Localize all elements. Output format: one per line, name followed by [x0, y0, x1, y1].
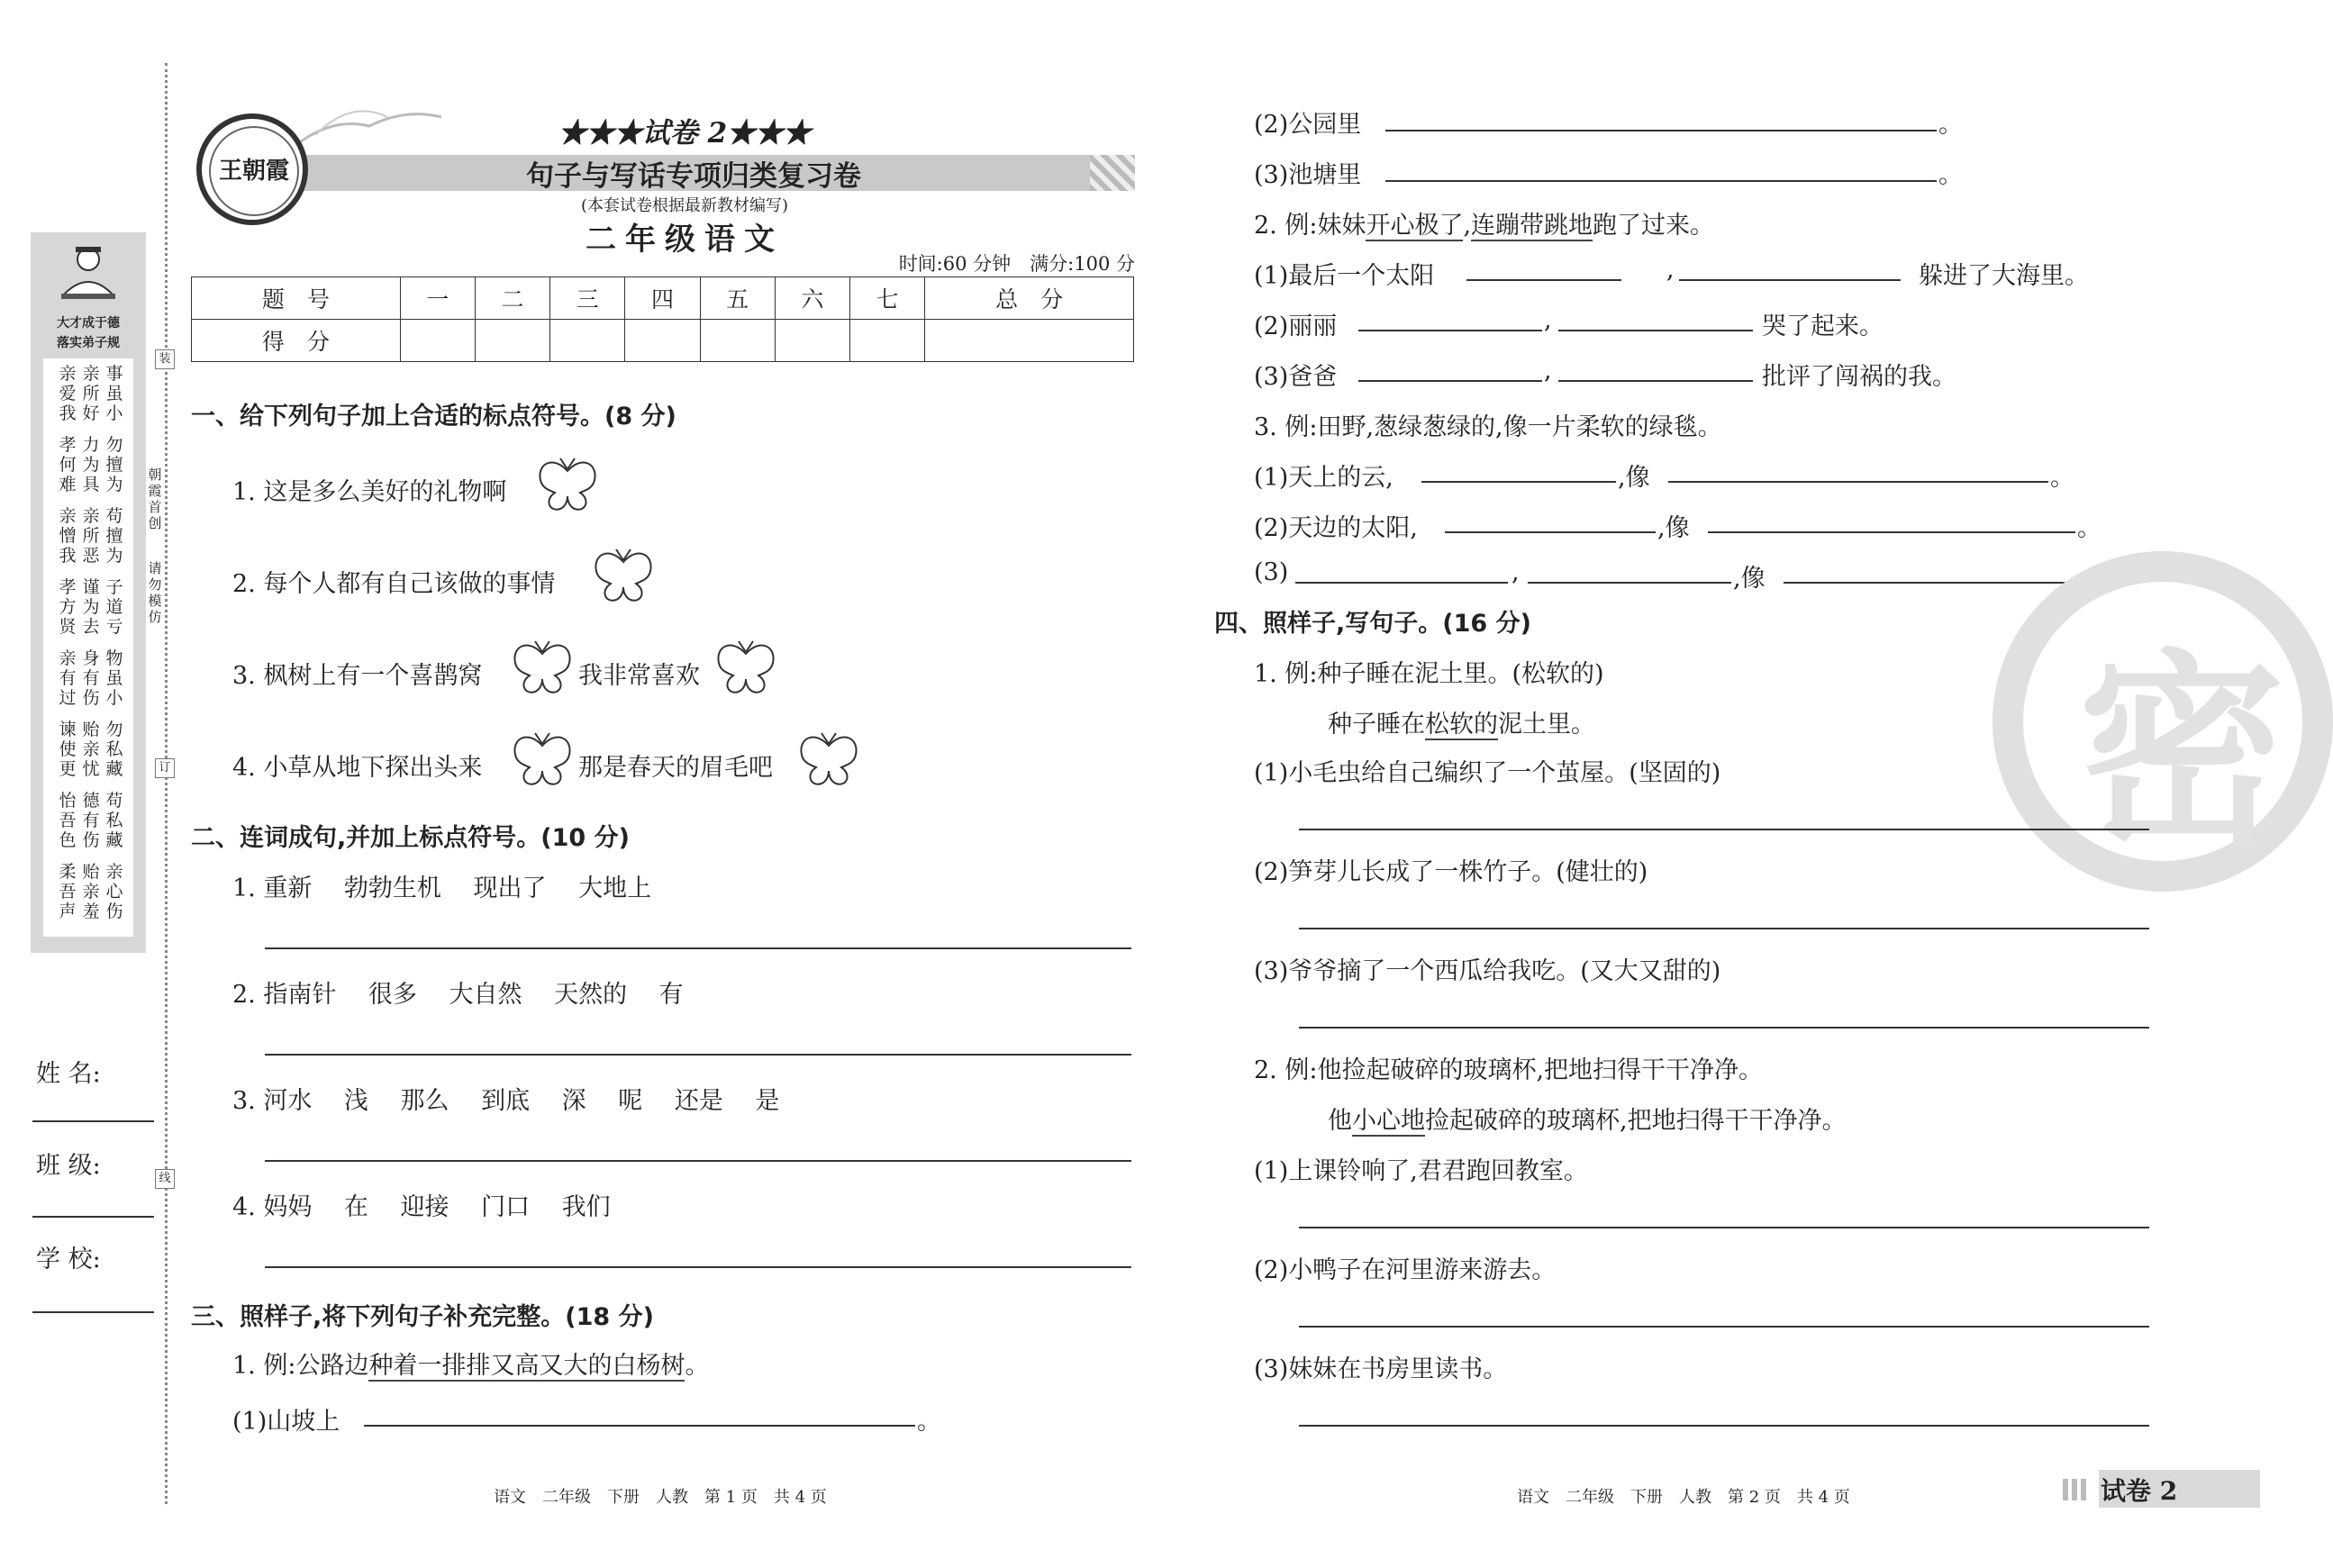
s2-question-3: 3. 河水 浅 那么 到底 深 呢 还是 是 [232, 1087, 780, 1115]
poem-column: 贻亲羞 [82, 862, 100, 921]
name-field[interactable] [32, 1120, 154, 1122]
answer-line[interactable] [1679, 279, 1901, 281]
butterfly-answer-box[interactable] [713, 638, 778, 697]
time-info: 时间:60 分钟 满分:100 分 [898, 253, 1135, 275]
answer-line[interactable] [1358, 330, 1542, 331]
s3-1-item-1: (1)山坡上 [232, 1408, 340, 1436]
binding-mark: 线 [155, 1169, 175, 1189]
answer-line[interactable] [1358, 380, 1542, 382]
table-cell: 五 [700, 277, 775, 320]
paper-number: ★★★试卷 2★★★ [558, 117, 812, 150]
poem-column: 亲所好 [82, 364, 100, 423]
answer-line[interactable] [1421, 481, 1616, 483]
table-cell: 七 [849, 277, 924, 320]
seal-character: 密 [2077, 630, 2285, 874]
period: 。 [2108, 565, 2132, 593]
answer-line[interactable] [1558, 330, 1753, 331]
s3-example-3: 3. 例:田野,葱绿葱绿的,像一片柔软的绿毯。 [1254, 413, 1722, 441]
s3-example-2 [1254, 205, 1714, 240]
score-cell[interactable] [475, 320, 549, 362]
poem-column: 贻亲忧 [82, 720, 100, 779]
s3-1-item-3: (3)池塘里 [1254, 161, 1362, 189]
score-table [191, 276, 1134, 362]
example-text: 2. 例:妹妹 [1254, 212, 1366, 240]
binding-dashed-line [165, 63, 168, 1504]
answer-line[interactable] [265, 1160, 1131, 1162]
s3-2-item-3-start: (3)爸爸 [1254, 363, 1338, 391]
s3-2-item-3-end: 批评了闯祸的我。 [1762, 363, 1956, 391]
period: 。 [917, 1408, 941, 1436]
period: 。 [2077, 514, 2102, 542]
s4-example-1-answer [1328, 704, 1595, 739]
poem-column: 柔吾声 [59, 862, 77, 921]
corner-pattern [2063, 1479, 2090, 1500]
answer-line[interactable] [1784, 582, 2106, 584]
logo-text: 王朝霞 [209, 126, 299, 216]
subtitle-note: (本套试卷根据最新教材编写) [580, 196, 789, 215]
s3-example-1 [232, 1346, 709, 1381]
score-cell[interactable] [849, 320, 924, 362]
poem-column: 苟私藏 [105, 791, 123, 850]
s4-example-1: 1. 例:种子睡在泥土里。(松软的) [1254, 660, 1604, 688]
poem-column: 事虽小 [105, 364, 123, 423]
score-cell[interactable] [400, 320, 475, 362]
poem-column: 怡吾色 [59, 791, 77, 850]
poem-column: 德有伤 [82, 791, 100, 850]
butterfly-answer-box[interactable] [535, 455, 600, 514]
s3-3-item-3-start: (3) [1254, 558, 1289, 586]
answer-line[interactable] [1299, 1027, 2149, 1029]
comma: , [1544, 357, 1552, 385]
s2-question-2: 2. 指南针 很多 大自然 天然的 有 [232, 981, 684, 1009]
answer-line[interactable] [265, 947, 1131, 949]
answer-line[interactable] [265, 1054, 1131, 1056]
page-title: 句子与写话专项归类复习卷 [526, 160, 861, 193]
section-1-heading: 一、给下列句子加上合适的标点符号。(8 分) [191, 403, 676, 431]
s3-2-item-1-start: (1)最后一个太阳 [1254, 262, 1435, 290]
poem-column: 力为具 [82, 435, 100, 494]
page-footer-left: 语文 二年级 下册 人教 第 1 页 共 4 页 [494, 1488, 827, 1507]
s1-question-4b: 那是春天的眉毛吧 [578, 754, 773, 782]
page-footer-right: 语文 二年级 下册 人教 第 2 页 共 4 页 [1517, 1488, 1850, 1507]
example-text: 捡起破碎的玻璃杯,把地扫得干干净净。 [1425, 1107, 1847, 1135]
s1-question-3b: 我非常喜欢 [578, 662, 700, 690]
section-4-heading: 四、照样子,写句子。(16 分) [1214, 610, 1531, 638]
poem-column: 子道亏 [105, 577, 123, 637]
poem-column: 苟擅为 [105, 506, 123, 566]
answer-line[interactable] [1445, 531, 1656, 533]
scholar-icon [52, 241, 124, 304]
butterfly-answer-box[interactable] [510, 730, 575, 789]
comma: , [1544, 306, 1552, 334]
s4-example-2-answer [1328, 1101, 1847, 1136]
example-underline: 开心极了 [1366, 212, 1464, 240]
binding-mark: 订 [155, 758, 175, 778]
answer-line[interactable] [1299, 1326, 2149, 1328]
answer-line[interactable] [1558, 380, 1753, 382]
motto-line-2: 落实弟子规 [57, 336, 120, 350]
s3-2-item-1-end: 躲进了大海里。 [1919, 262, 2089, 290]
butterfly-answer-box[interactable] [510, 638, 575, 697]
s1-question-1: 1. 这是多么美好的礼物啊 [232, 478, 507, 506]
table-cell: 二 [475, 277, 549, 320]
class-field[interactable] [32, 1216, 154, 1218]
butterfly-answer-box[interactable] [591, 546, 656, 605]
example-underline: 小心地 [1352, 1107, 1425, 1135]
answer-line[interactable] [1299, 1425, 2149, 1427]
answer-line[interactable] [1295, 582, 1508, 584]
binding-note-1: 朝霞首创 [148, 467, 162, 531]
answer-line[interactable] [1708, 531, 2075, 533]
answer-line[interactable] [1385, 180, 1937, 182]
comma: , [1511, 558, 1520, 586]
s4-1-item-3: (3)爷爷摘了一个西瓜给我吃。(又大又甜的) [1254, 957, 1721, 985]
answer-line[interactable] [1385, 130, 1937, 131]
s3-2-item-2-start: (2)丽丽 [1254, 313, 1338, 340]
table-cell: 四 [625, 277, 700, 320]
answer-line[interactable] [1299, 1227, 2149, 1228]
section-3-heading: 三、照样子,将下列句子补充完整。(18 分) [191, 1303, 654, 1331]
score-cell[interactable] [700, 320, 775, 362]
table-cell: 三 [550, 277, 625, 320]
s3-3-item-2-start: (2)天边的太阳, [1254, 514, 1418, 542]
example-text: 。 [685, 1352, 710, 1380]
score-cell[interactable] [625, 320, 700, 362]
poem-column: 身有伤 [82, 648, 100, 708]
s4-2-item-2: (2)小鸭子在河里游来游去。 [1254, 1256, 1557, 1284]
table-cell: 题 号 [192, 277, 401, 320]
class-label: 班 级: [36, 1152, 101, 1180]
poem-column: 孝何难 [59, 435, 77, 494]
period: 。 [1938, 161, 1963, 189]
score-cell[interactable] [775, 320, 849, 362]
table-row [192, 320, 1134, 362]
answer-line[interactable] [1299, 928, 2149, 929]
table-cell: 总 分 [925, 277, 1134, 320]
s4-1-item-1: (1)小毛虫给自己编织了一个茧屋。(坚固的) [1254, 759, 1721, 787]
poem-column: 亲所恶 [82, 506, 100, 566]
answer-line[interactable] [1668, 481, 2048, 483]
example-text: 他 [1328, 1107, 1352, 1135]
table-cell: 一 [400, 277, 475, 320]
answer-line[interactable] [265, 1266, 1131, 1268]
school-label: 学 校: [36, 1246, 101, 1273]
s3-3-item-1-start: (1)天上的云, [1254, 464, 1393, 492]
poem-column: 孝方贤 [59, 577, 77, 637]
answer-line[interactable] [364, 1425, 915, 1427]
s1-question-3a: 3. 枫树上有一个喜鹊窝 [232, 662, 483, 690]
banner-pattern [1090, 155, 1135, 191]
example-text: 泥土里。 [1498, 711, 1595, 739]
example-underline: 松软的 [1425, 711, 1498, 739]
s3-1-item-2: (2)公园里 [1254, 111, 1362, 139]
s1-question-4a: 4. 小草从地下探出头来 [232, 754, 483, 782]
like-connector: ,像 [1618, 464, 1650, 492]
example-text: 跑了过来。 [1593, 212, 1715, 240]
example-text: 种子睡在 [1328, 711, 1425, 739]
s3-2-item-2-end: 哭了起来。 [1762, 313, 1884, 340]
example-text: 1. 例:公路边 [232, 1352, 369, 1380]
poem-column: 亲憎我 [59, 506, 77, 566]
section-2-heading: 二、连词成句,并加上标点符号。(10 分) [191, 824, 630, 852]
poem-column: 物虽小 [105, 648, 123, 708]
butterfly-answer-box[interactable] [796, 730, 861, 789]
grade-subject: 二年级语文 [586, 222, 784, 258]
poem-column: 亲爱我 [59, 364, 77, 423]
s4-example-2: 2. 例:他捡起破碎的玻璃杯,把地扫得干干净净。 [1254, 1056, 1764, 1084]
binding-note-2: 请勿模仿 [148, 560, 162, 625]
score-cell[interactable] [925, 320, 1134, 362]
poem-column: 谏使更 [59, 720, 77, 779]
s4-1-item-2: (2)笋芽儿长成了一株竹子。(健壮的) [1254, 858, 1648, 886]
name-label: 姓 名: [36, 1060, 101, 1088]
period: 。 [2050, 464, 2074, 492]
paper-number-corner: 试卷 2 [2101, 1476, 2178, 1506]
poem-grid [52, 364, 130, 933]
school-field[interactable] [32, 1311, 154, 1313]
poem-column: 亲心伤 [105, 862, 123, 921]
answer-line[interactable] [1528, 582, 1731, 584]
answer-line[interactable] [1466, 279, 1621, 281]
example-text: , [1463, 212, 1472, 240]
example-underline: 连蹦带跳地 [1471, 212, 1593, 240]
poem-column: 谨为去 [82, 577, 100, 637]
poem-column: 勿擅为 [105, 435, 123, 494]
table-cell: 得 分 [192, 320, 401, 362]
s1-question-2: 2. 每个人都有自己该做的事情 [232, 570, 556, 598]
period: 。 [1938, 111, 1963, 139]
motto-line-1: 大才成于德 [57, 316, 120, 331]
score-cell[interactable] [550, 320, 625, 362]
table-cell: 六 [775, 277, 849, 320]
binding-mark: 装 [155, 349, 175, 369]
s2-question-4: 4. 妈妈 在 迎接 门口 我们 [232, 1193, 611, 1221]
like-connector: ,像 [1733, 565, 1766, 593]
poem-column: 勿私藏 [105, 720, 123, 779]
comma: , [1666, 256, 1675, 284]
answer-line[interactable] [1299, 829, 2149, 830]
example-underline: 种着一排排又高又大的白杨树 [368, 1352, 685, 1380]
s4-2-item-1: (1)上课铃响了,君君跑回教室。 [1254, 1157, 1588, 1185]
ribbon-decoration [297, 99, 441, 153]
table-row [192, 277, 1134, 320]
s4-2-item-3: (3)妹妹在书房里读书。 [1254, 1355, 1508, 1383]
s2-question-1: 1. 重新 勃勃生机 现出了 大地上 [232, 875, 652, 902]
like-connector: ,像 [1657, 514, 1690, 542]
poem-column: 亲有过 [59, 648, 77, 708]
